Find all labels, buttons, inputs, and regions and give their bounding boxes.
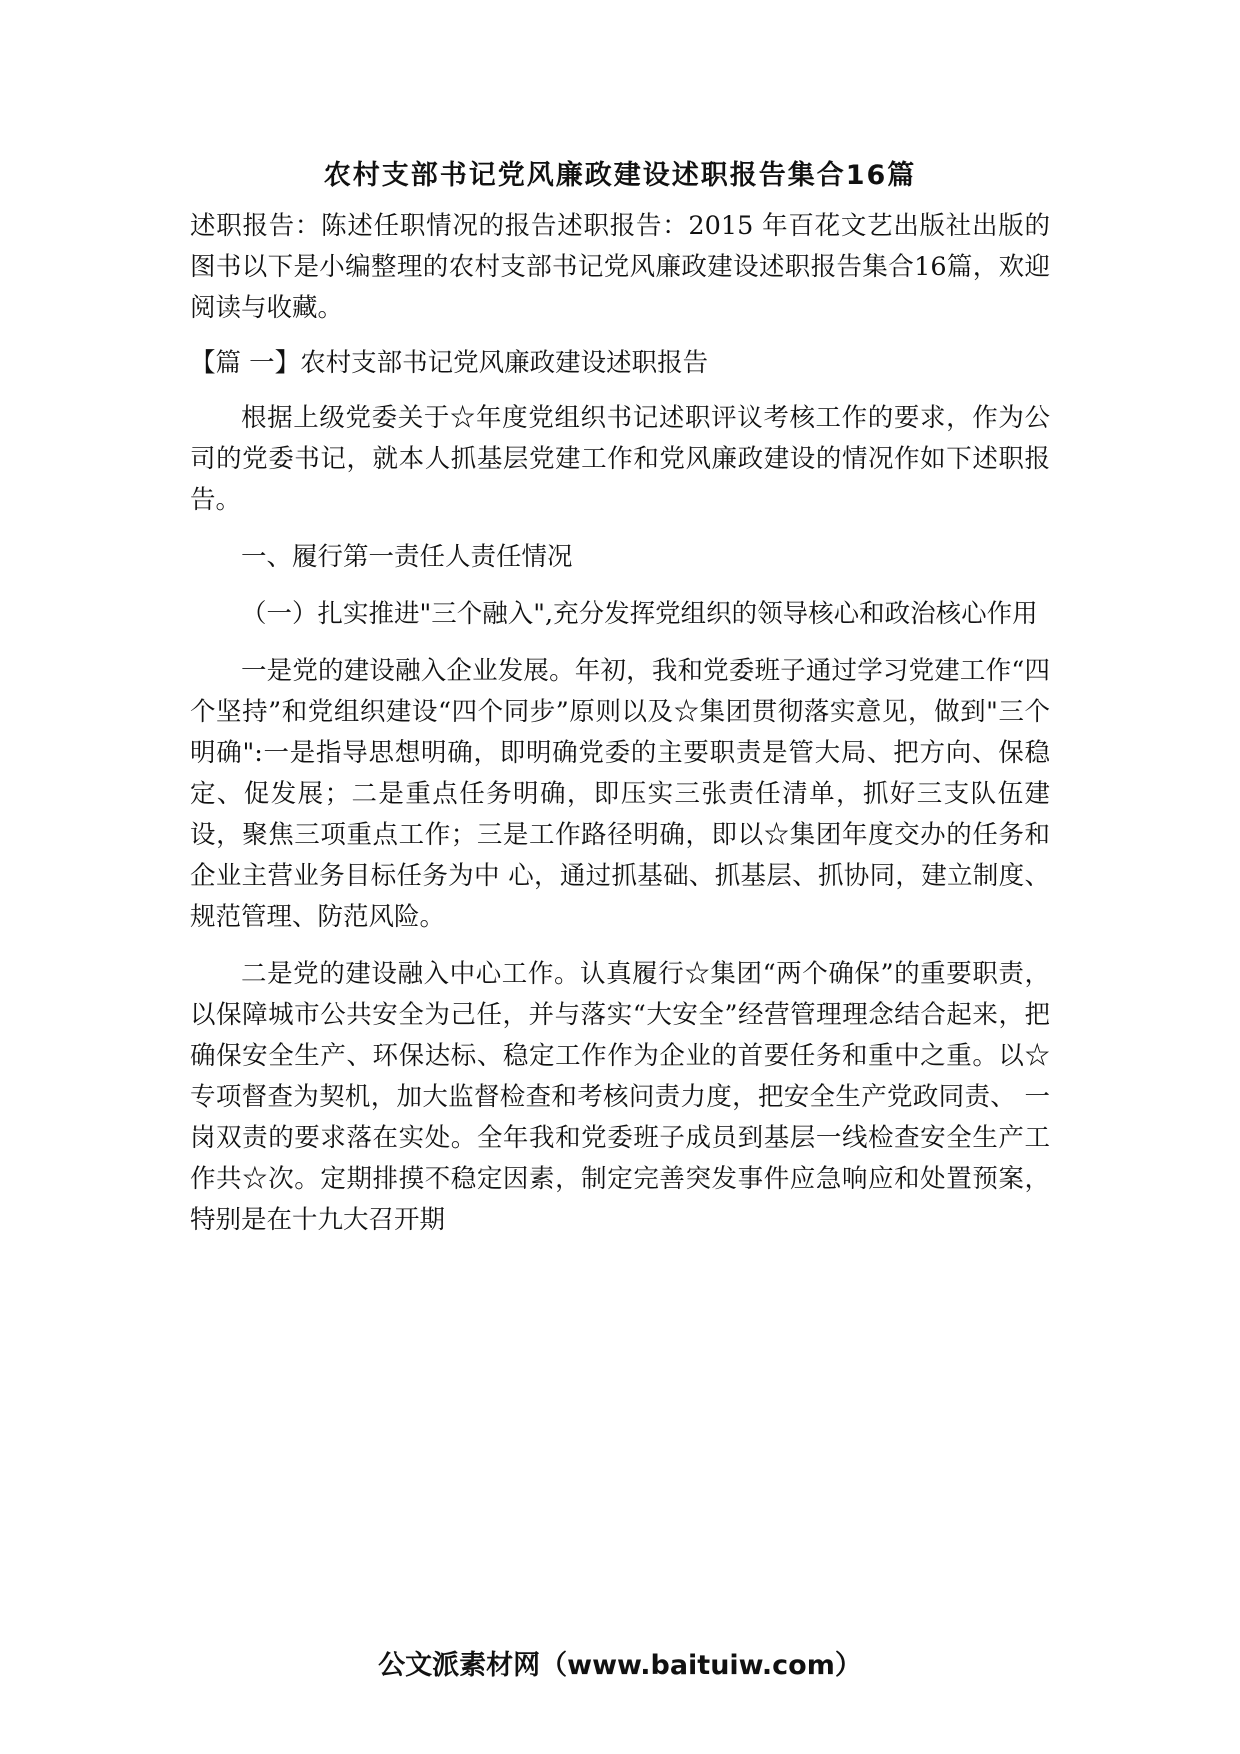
subsection-heading: （一）扎实推进"三个融入",充分发挥党组织的领导核心和政治核心作用 xyxy=(241,599,1038,629)
intro-paragraph: 述职报告：陈述任职情况的报告述职报告：2015 年百花文艺出版社出版的图书以下是小编整理的农村支部书记党风廉政建设述职报告集合16篇，欢迎阅读与收藏。 xyxy=(190,211,1050,323)
section-heading: 【篇 一】农村支部书记党风廉政建设述职报告 xyxy=(190,348,709,378)
body-paragraph: 二是党的建设融入中心工作。认真履行☆集团“两个确保”的重要职责，以保障城市公共安全为己任，并与落实“大安全”经营管理理念结合起来，把确保安全生产、环保达标、稳定工作作为企业的首要任务和重中之重。以☆专项督查为契机，加大监督检查和考核问责力度，把安全生产党政同责、 一岗双责的要求落在实处。全年我和党委班子成员到基层一线检查安全生产工作共☆次。定期排摸不稳定因素，制定完善突发事件应急响应和处置预案，特别是在十九大召开期 xyxy=(190,959,1050,1235)
footer-watermark: 公文派素材网（www.baituiw.com） xyxy=(378,1650,862,1681)
body-paragraph: 一是党的建设融入企业发展。年初，我和党委班子通过学习党建工作“四个坚持”和党组织建设“四个同步”原则以及☆集团贯彻落实意见，做到"三个明确":一是指导思想明确，即明确党委的主要职责是管大局、把方向、保稳定、促发展；二是重点任务明确，即压实三张责任清单，抓好三支队伍建设，聚焦三项重点工作；三是工作路径明确，即以☆集团年度交办的任务和企业主营业务目标任务为中 心，通过抓基础、抓基层、抓协同，建立制度、规范管理、防范风险。 xyxy=(190,656,1050,932)
document-body xyxy=(190,206,1050,1257)
section-subheading: 一、履行第一责任人责任情况 xyxy=(241,542,573,572)
document-title: 农村支部书记党风廉政建设述职报告集合16篇 xyxy=(323,160,917,191)
body-paragraph: 根据上级党委关于☆年度党组织书记述职评议考核工作的要求，作为公司的党委书记，就本人抓基层党建工作和党风廉政建设的情况作如下述职报告。 xyxy=(190,403,1050,515)
